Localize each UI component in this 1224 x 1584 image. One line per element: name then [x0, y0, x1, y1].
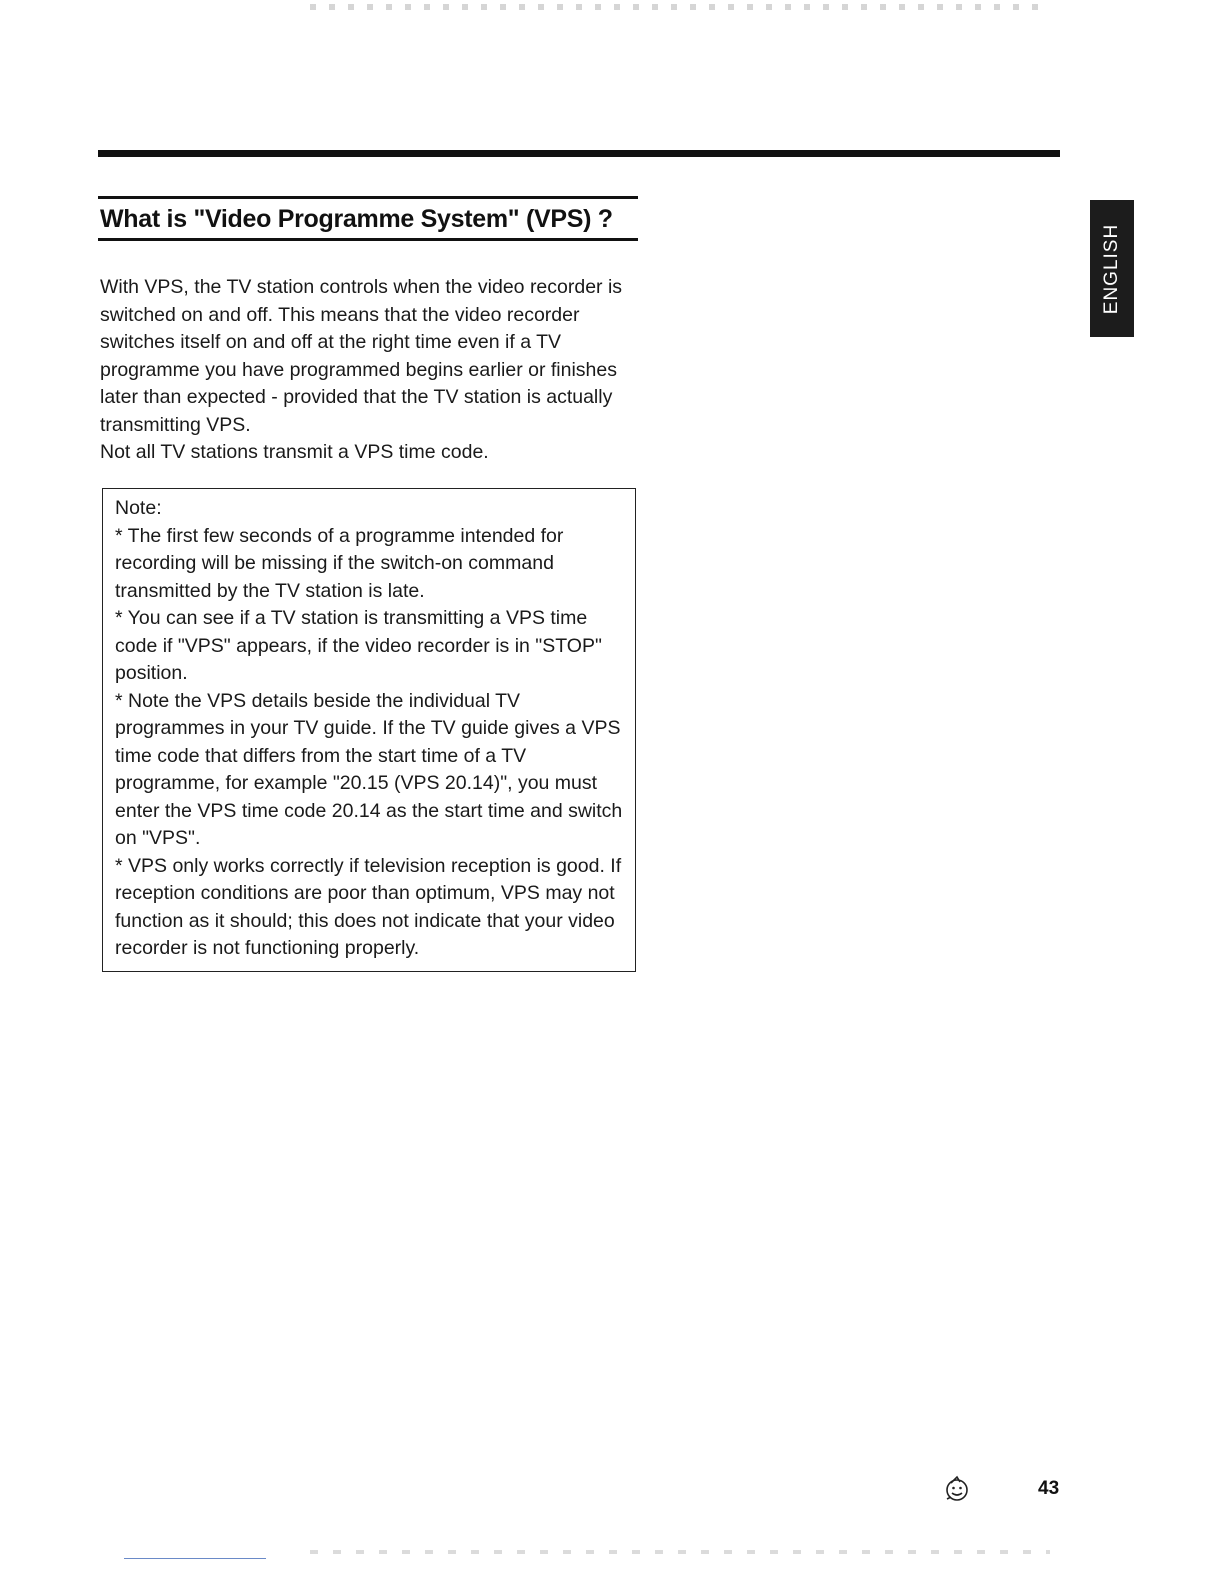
page-number: 43: [1038, 1478, 1060, 1499]
scan-artifact-top: [310, 4, 1050, 10]
top-rule: [98, 150, 1060, 157]
intro-text: [100, 274, 640, 467]
note-box: [102, 488, 636, 972]
note-item-3: * Note the VPS details beside the individual TV programmes in your TV guide. If the TV guide gives a VPS time code that differs from the start time of a TV programme, for example "20.15 (VPS 20.14)", you must enter the VPS time code 20.14 as the start time and switch on "VPS".: [115, 689, 623, 849]
intro-paragraph-1: With VPS, the TV station controls when the video recorder is switched on and off. This means that the video recorder switches itself on and off at the right time even if a TV programme you have programmed begins earlier or finishes later than expected - provided that the TV station is actually transmitting VPS.: [100, 276, 623, 436]
language-tab-label: ENGLISH: [1101, 223, 1123, 314]
note-item-2: * You can see if a TV station is transmitting a VPS time code if "VPS" appears, if the video recorder is in "STOP" position.: [115, 607, 602, 684]
note-item-1: * The first few seconds of a programme intended for recording will be missing if the switch-on command transmitted by the TV station is late.: [115, 524, 564, 602]
section-title: What is "Video Programme System" (VPS) ?: [100, 205, 613, 233]
scan-artifact-bottom: [310, 1550, 1050, 1554]
intro-paragraph-2: Not all TV stations transmit a VPS time code.: [100, 441, 489, 463]
note-item-4: * VPS only works correctly if television reception is good. If reception conditions are poor than optimum, VPS may not function as it should; this does not indicate that your video recorder is not functioning properly.: [115, 854, 622, 959]
heading-rule-bottom: [98, 238, 638, 241]
recycle-face-logo-icon: [942, 1474, 972, 1504]
note-heading: Note:: [115, 497, 162, 519]
scan-artifact-line: [124, 1558, 266, 1559]
section-heading: [98, 196, 638, 241]
language-tab: [1090, 200, 1134, 337]
